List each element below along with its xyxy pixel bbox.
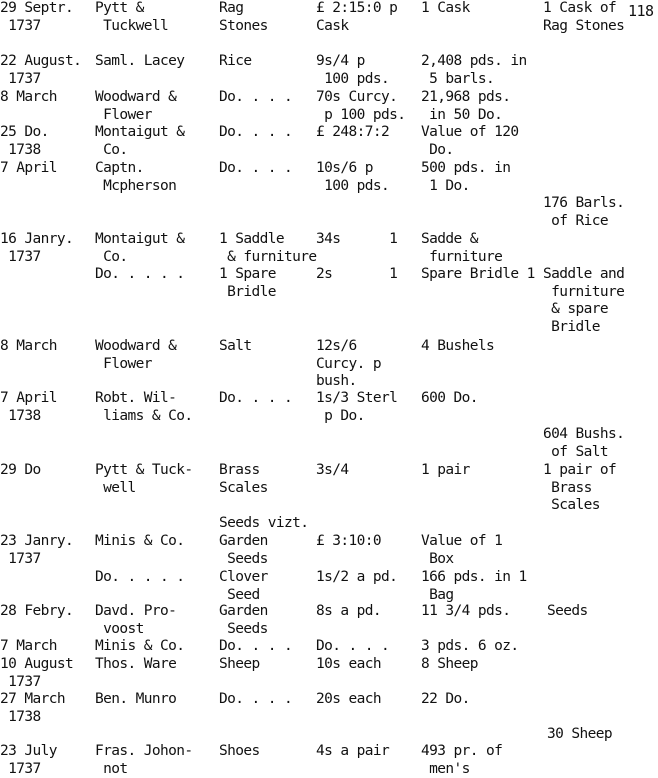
entry-17-date: 23 July 1737: [0, 743, 57, 777]
entry-3-price: 70s Curcy. p 100 pds.: [316, 89, 406, 123]
entry-10-price: 3s/4: [316, 462, 349, 478]
entry-6-party: Montaigut & Co.: [95, 231, 185, 265]
entry-14-date: 7 March: [0, 638, 57, 654]
summary-seeds: Seeds: [547, 603, 588, 619]
entry-3-quantity: 21,968 pds. in 50 Do.: [421, 89, 511, 123]
entry-10-commodity: Brass Scales: [219, 462, 268, 496]
entry-13-price: 8s a pd.: [316, 603, 382, 619]
entry-17-party: Fras. Johon- not: [95, 743, 193, 777]
entry-7-commodity: 1 Spare Bridle: [219, 266, 276, 300]
summary-rice: 176 Barls. of Rice: [543, 195, 625, 229]
entry-13-quantity: 11 3/4 pds.: [421, 603, 511, 619]
entry-11-date: 23 Janry. 1737: [0, 533, 74, 567]
entry-4-price: £ 248:7:2: [316, 124, 390, 140]
entry-5-quantity: 500 pds. in 1 Do.: [421, 160, 511, 194]
entry-2-date: 22 August. 1737: [0, 53, 82, 87]
entry-8-party: Woodward & Flower: [95, 338, 177, 372]
entry-16-quantity: 22 Do.: [421, 691, 470, 707]
entry-8-commodity: Salt: [219, 338, 252, 354]
entry-17-price: 4s a pair: [316, 743, 390, 759]
summary-sheep: 30 Sheep: [547, 726, 613, 742]
entry-5-price: 10s/6 p 100 pds.: [316, 160, 390, 194]
entry-8-date: 8 March: [0, 338, 57, 354]
entry-5-party: Captn. Mcpherson: [95, 160, 177, 194]
entry-13-date: 28 Febry.: [0, 603, 74, 619]
summary-salt: 604 Bushs. of Salt: [543, 426, 625, 460]
entry-12-commodity: Clover Seed: [219, 569, 268, 603]
entry-14-price: Do. . . .: [316, 638, 390, 654]
entry-1-commodity: Rag Stones: [219, 0, 268, 34]
entry-1-party: Pytt & Tuckwell: [95, 0, 169, 34]
entry-15-price: 10s each: [316, 656, 382, 672]
entry-14-commodity: Do. . . .: [219, 638, 293, 654]
entry-12-quantity: 166 pds. in 1 Bag: [421, 569, 527, 603]
entry-6-commodity: 1 Saddle & furniture: [219, 231, 317, 265]
entry-6-quantity: Sadde & furniture: [421, 231, 503, 265]
entry-1-price: £ 2:15:0 p Cask: [316, 0, 398, 34]
summary-rag-stones: 1 Cask of Rag Stones: [543, 0, 625, 34]
entry-2-commodity: Rice: [219, 53, 252, 69]
entry-8-quantity: 4 Bushels: [421, 338, 495, 354]
entry-10-quantity: 1 pair: [421, 462, 470, 478]
entry-9-commodity: Do. . . .: [219, 390, 293, 406]
page-number: 118: [628, 2, 654, 20]
entry-13-commodity: Garden Seeds: [219, 603, 268, 637]
entry-2-quantity: 2,408 pds. in 5 barls.: [421, 53, 527, 87]
entry-7-price: 2s 1: [316, 266, 398, 282]
entry-10-party: Pytt & Tuck- well: [95, 462, 193, 496]
entry-1-quantity: 1 Cask: [421, 0, 470, 16]
entry-6-price: 34s 1: [316, 231, 398, 247]
entry-17-commodity: Shoes: [219, 743, 260, 759]
entry-16-party: Ben. Munro: [95, 691, 177, 707]
entry-6-date: 16 Janry. 1737: [0, 231, 74, 265]
entry-9-date: 7 April 1738: [0, 390, 57, 424]
seeds-heading: Seeds vizt.: [219, 515, 309, 531]
entry-11-quantity: Value of 1 Box: [421, 533, 503, 567]
entry-1-date: 29 Septr. 1737: [0, 0, 74, 34]
entry-3-party: Woodward & Flower: [95, 89, 177, 123]
entry-15-party: Thos. Ware: [95, 656, 177, 672]
entry-16-price: 20s each: [316, 691, 382, 707]
entry-3-commodity: Do. . . .: [219, 89, 293, 105]
entry-4-quantity: Value of 120 Do.: [421, 124, 519, 158]
summary-brass-scales: 1 pair of Brass Scales: [543, 462, 617, 513]
entry-2-price: 9s/4 p 100 pds.: [316, 53, 390, 87]
entry-11-party: Minis & Co.: [95, 533, 185, 549]
entry-4-commodity: Do. . . .: [219, 124, 293, 140]
entry-15-date: 10 August 1737: [0, 656, 74, 690]
entry-9-price: 1s/3 Sterl p Do.: [316, 390, 398, 424]
entry-11-commodity: Garden Seeds: [219, 533, 268, 567]
summary-saddle: Saddle and furniture & spare Bridle: [543, 266, 625, 335]
entry-9-party: Robt. Wil- liams & Co.: [95, 390, 193, 424]
entry-15-quantity: 8 Sheep: [421, 656, 478, 672]
entry-7-quantity: Spare Bridle 1: [421, 266, 535, 282]
entry-5-commodity: Do. . . .: [219, 160, 293, 176]
entry-11-price: £ 3:10:0: [316, 533, 382, 549]
entry-9-quantity: 600 Do.: [421, 390, 478, 406]
entry-16-commodity: Do. . . .: [219, 691, 293, 707]
entry-7-party: Do. . . . .: [95, 266, 185, 282]
entry-16-date: 27 March 1738: [0, 691, 66, 725]
entry-14-quantity: 3 pds. 6 oz.: [421, 638, 519, 654]
entry-5-date: 7 April: [0, 160, 57, 176]
entry-14-party: Minis & Co.: [95, 638, 185, 654]
entry-12-price: 1s/2 a pd.: [316, 569, 398, 585]
entry-12-party: Do. . . . .: [95, 569, 185, 585]
entry-2-party: Saml. Lacey: [95, 53, 185, 69]
entry-10-date: 29 Do: [0, 462, 41, 478]
entry-4-date: 25 Do. 1738: [0, 124, 49, 158]
entry-4-party: Montaigut & Co.: [95, 124, 185, 158]
entry-8-price: 12s/6 Curcy. p bush.: [316, 338, 382, 389]
entry-17-quantity: 493 pr. of men's: [421, 743, 503, 777]
entry-13-party: Davd. Pro- voost: [95, 603, 177, 637]
entry-3-date: 8 March: [0, 89, 57, 105]
entry-15-commodity: Sheep: [219, 656, 260, 672]
